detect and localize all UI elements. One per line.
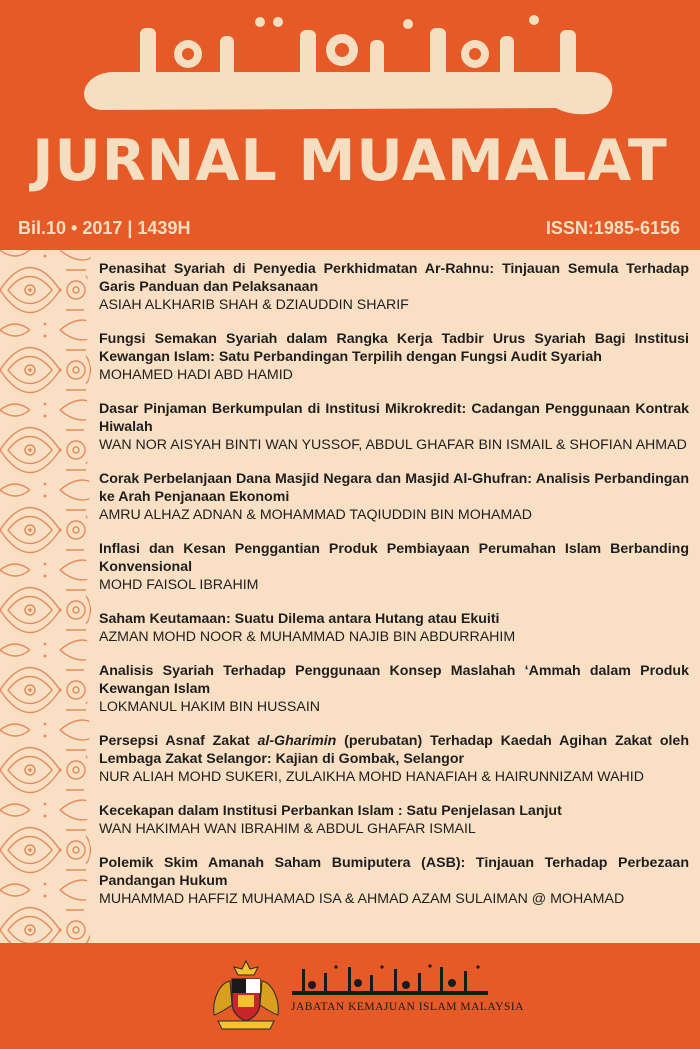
article-title: Corak Perbelanjaan Dana Masjid Negara dan Masjid Al-Ghufran: Analisis Perbandingan ke Arah Penjanaan Ekonomi <box>99 471 689 505</box>
article-title: Polemik Skim Amanah Saham Bumiputera (ASB): Tinjauan Terhadap Perbezaan Pandangan Hukum <box>99 855 689 889</box>
article-title: Inflasi dan Kesan Penggantian Produk Pembiayaan Perumahan Islam Berbanding Konvensional <box>99 541 689 575</box>
article-item[interactable] <box>99 802 689 838</box>
journal-title: JURNAL MUAMALAT <box>32 128 668 194</box>
article-title: Penasihat Syariah di Penyedia Perkhidmatan Ar-Rahnu: Tinjauan Semula Terhadap Garis Panduan dan Pelaksanaan <box>99 261 689 295</box>
article-authors: MOHD FAISOL IBRAHIM <box>99 577 259 593</box>
article-authors: AZMAN MOHD NOOR & MUHAMMAD NAJIB BIN ABDURRAHIM <box>99 629 516 645</box>
coat-of-arms-icon <box>206 957 286 1033</box>
article-item[interactable] <box>99 662 689 716</box>
article-item[interactable] <box>99 470 689 524</box>
cover-header <box>0 0 700 255</box>
lace-ornament <box>0 250 94 943</box>
article-item[interactable] <box>99 540 689 594</box>
article-list <box>99 260 689 924</box>
article-authors: ASIAH ALKHARIB SHAH & DZIAUDDIN SHARIF <box>99 297 409 313</box>
article-authors: WAN NOR AISYAH BINTI WAN YUSSOF, ABDUL GHAFAR BIN ISMAIL & SHOFIAN AHMAD <box>99 437 687 453</box>
article-item[interactable] <box>99 260 689 314</box>
article-authors: NUR ALIAH MOHD SUKERI, ZULAIKHA MOHD HANAFIAH & HAIRUNNIZAM WAHID <box>99 769 644 785</box>
article-title-suffix: (perubatan) Terhadap Kaedah Agihan Zakat oleh Lembaga Zakat Selangor: Kajian di Gombak, Selangor <box>99 733 689 767</box>
article-authors: MUHAMMAD HAFFIZ MUHAMAD ISA & AHMAD AZAM SULAIMAN @ MOHAMAD <box>99 891 625 907</box>
article-item[interactable] <box>99 400 689 454</box>
article-title: Fungsi Semakan Syariah dalam Rangka Kerja Tadbir Urus Syariah Bagi Institusi Kewangan Islam: Satu Perbandingan Terpilih dengan Fungsi Audit Syariah <box>99 331 689 365</box>
article-title: Saham Keutamaan: Suatu Dilema antara Hutang atau Ekuiti <box>99 611 500 627</box>
article-item[interactable] <box>99 854 689 908</box>
article-title <box>99 732 689 768</box>
jawi-name-mark <box>290 963 490 997</box>
issue-bar <box>0 213 700 243</box>
article-item[interactable] <box>99 610 689 646</box>
article-title: Dasar Pinjaman Berkumpulan di Institusi Mikrokredit: Cadangan Penggunaan Kontrak Hiwalah <box>99 401 689 435</box>
article-title-italic: al-Gharimin <box>257 733 337 749</box>
article-title-prefix: Persepsi Asnaf Zakat <box>99 733 258 749</box>
article-item[interactable] <box>99 732 689 786</box>
article-item[interactable] <box>99 330 689 384</box>
article-authors: LOKMANUL HAKIM BIN HUSSAIN <box>99 699 321 715</box>
publisher-name: JABATAN KEMAJUAN ISLAM MALAYSIA <box>291 1001 524 1013</box>
arabic-title-logo <box>70 10 630 122</box>
article-authors: MOHAMED HADI ABD HAMID <box>99 367 293 383</box>
cover-footer <box>0 943 700 1049</box>
contents-panel <box>0 250 700 943</box>
article-title: Analisis Syariah Terhadap Penggunaan Konsep Maslahah ‘Ammah dalam Produk Kewangan Islam <box>99 663 689 697</box>
issue-info: Bil.10 • 2017 | 1439H <box>18 218 191 238</box>
article-title: Kecekapan dalam Institusi Perbankan Islam : Satu Penjelasan Lanjut <box>99 803 562 819</box>
article-authors: WAN HAKIMAH WAN IBRAHIM & ABDUL GHAFAR ISMAIL <box>99 821 476 837</box>
article-authors: AMRU ALHAZ ADNAN & MOHAMMAD TAQIUDDIN BIN MOHAMAD <box>99 507 533 523</box>
issn: ISSN:1985-6156 <box>545 218 680 238</box>
